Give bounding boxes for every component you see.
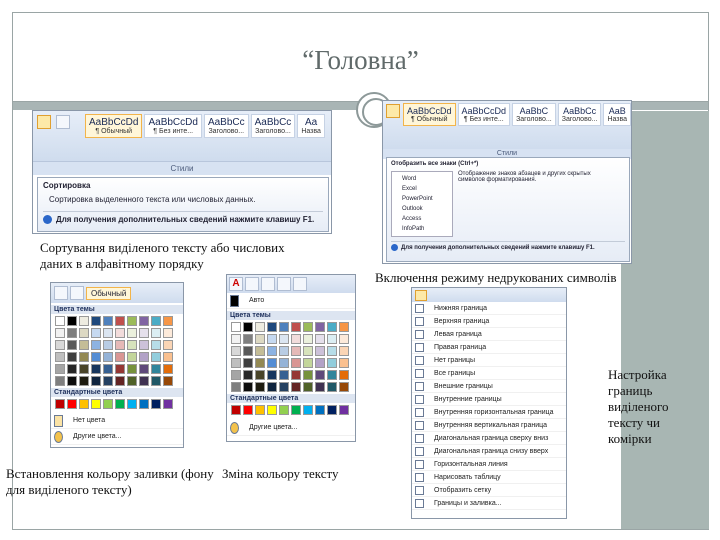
align-right-icon[interactable]: [277, 277, 291, 291]
screenshot-nonprint: [382, 100, 632, 264]
style-name: ¶ Обычный: [95, 128, 133, 135]
color-swatch[interactable]: [303, 405, 313, 415]
border-menu-item[interactable]: [412, 484, 566, 497]
color-swatch[interactable]: [91, 364, 101, 374]
color-swatch[interactable]: [327, 334, 337, 344]
color-swatch[interactable]: [163, 352, 173, 362]
color-swatch[interactable]: [267, 405, 277, 415]
palette-icon: [230, 422, 239, 434]
color-swatch[interactable]: [327, 322, 337, 332]
tooltip-help: Для получения дополнительных сведений нажмите клавишу F1.: [56, 215, 315, 224]
border-menu-item[interactable]: [412, 380, 566, 393]
style-name: Заголово...: [516, 116, 552, 123]
border-menu-item[interactable]: [412, 497, 566, 510]
border-menu-label: Внешние границы: [434, 382, 493, 390]
ribbon-styles: [33, 111, 331, 161]
color-swatch[interactable]: [279, 358, 289, 368]
color-swatch[interactable]: [267, 322, 277, 332]
color-swatch[interactable]: [339, 358, 349, 368]
color-swatch[interactable]: [79, 376, 89, 386]
no-color-item[interactable]: Нет цвета: [51, 413, 183, 429]
border-menu-item[interactable]: [412, 458, 566, 471]
slide-title: “Головна”: [302, 45, 419, 75]
color-swatch[interactable]: [291, 322, 301, 332]
color-swatch[interactable]: [127, 399, 137, 409]
align-left-icon[interactable]: [245, 277, 259, 291]
border-menu-item[interactable]: [412, 367, 566, 380]
color-swatch[interactable]: [267, 346, 277, 356]
sort-button[interactable]: [37, 115, 51, 129]
color-swatch[interactable]: [139, 352, 149, 362]
border-style-icon: [415, 408, 424, 417]
border-style-icon: [415, 473, 424, 482]
standard-swatches: [231, 405, 355, 415]
color-swatch[interactable]: [339, 370, 349, 380]
color-swatch[interactable]: [139, 316, 149, 326]
border-menu-item[interactable]: [412, 445, 566, 458]
color-swatch[interactable]: [127, 364, 137, 374]
app-list-item: Excel: [402, 186, 417, 192]
color-swatch[interactable]: [163, 316, 173, 326]
standard-swatches: [55, 399, 183, 409]
color-swatch[interactable]: [139, 340, 149, 350]
style-name: Назва: [607, 116, 628, 123]
color-swatch[interactable]: [139, 399, 149, 409]
style-name: Назва: [301, 128, 321, 135]
color-swatch[interactable]: [103, 352, 113, 362]
border-menu-label: Диагональная граница сверху вниз: [434, 434, 549, 442]
color-swatch[interactable]: [243, 322, 253, 332]
style-gallery-item[interactable]: [558, 103, 602, 126]
pilcrow-button[interactable]: [56, 115, 70, 129]
color-swatch[interactable]: [291, 382, 301, 392]
border-menu-label: Диагональная граница снизу вверх: [434, 447, 549, 455]
border-style-icon: [415, 447, 424, 456]
color-swatch[interactable]: [339, 382, 349, 392]
caption-borders: Настройка границь виділеного тексту чи комірки: [608, 367, 669, 446]
color-swatch[interactable]: [291, 405, 301, 415]
color-swatch[interactable]: [279, 334, 289, 344]
style-gallery-item[interactable]: [512, 103, 556, 126]
theme-colors-header: Цвета темы: [51, 305, 183, 314]
color-swatch[interactable]: [279, 346, 289, 356]
color-swatch[interactable]: [327, 346, 337, 356]
style-gallery-item[interactable]: [85, 114, 142, 138]
border-menu-item[interactable]: [412, 302, 566, 315]
style-sample: AaBbCc: [563, 106, 597, 116]
color-swatch[interactable]: [91, 316, 101, 326]
style-sample: AaBbCc: [207, 117, 245, 128]
border-menu-label: Правая граница: [434, 343, 487, 351]
align-center-icon[interactable]: [261, 277, 275, 291]
color-swatch[interactable]: [327, 382, 337, 392]
border-menu-item[interactable]: [412, 432, 566, 445]
style-name: ¶ Обычный: [410, 116, 448, 123]
help-icon: [43, 215, 52, 224]
color-swatch[interactable]: [151, 352, 161, 362]
color-swatch[interactable]: [127, 376, 137, 386]
color-swatch[interactable]: [231, 382, 241, 392]
app-list-item: Word: [402, 176, 417, 182]
color-swatch[interactable]: [55, 340, 65, 350]
color-swatch[interactable]: [255, 382, 265, 392]
border-menu-label: Горизонтальная линия: [434, 460, 508, 468]
color-swatch[interactable]: [67, 352, 77, 362]
style-gallery-item[interactable]: [144, 114, 201, 138]
border-menu-label: Внутренняя горизонтальная граница: [434, 408, 554, 416]
color-swatch[interactable]: [243, 358, 253, 368]
color-swatch[interactable]: [55, 352, 65, 362]
style-sample: AaBbCcDd: [461, 106, 507, 116]
color-swatch[interactable]: [279, 382, 289, 392]
color-swatch[interactable]: [67, 340, 77, 350]
color-swatch[interactable]: [151, 376, 161, 386]
border-menu-label: Нарисовать таблицу: [434, 473, 501, 481]
color-swatch[interactable]: [315, 370, 325, 380]
theme-swatches: [55, 316, 183, 386]
color-swatch[interactable]: [127, 352, 137, 362]
color-swatch[interactable]: [303, 346, 313, 356]
border-menu-item[interactable]: [412, 393, 566, 406]
color-swatch[interactable]: [115, 376, 125, 386]
color-swatch[interactable]: [115, 340, 125, 350]
style-gallery-item[interactable]: [403, 103, 456, 126]
border-style-icon: [415, 460, 424, 469]
color-swatch[interactable]: [291, 346, 301, 356]
color-swatch[interactable]: [267, 334, 277, 344]
border-style-icon: [415, 434, 424, 443]
color-swatch[interactable]: [55, 364, 65, 374]
color-swatch[interactable]: [115, 399, 125, 409]
style-sample: AaB: [608, 106, 626, 116]
border-menu-label: Нет границы: [434, 356, 476, 364]
color-swatch[interactable]: [303, 334, 313, 344]
tooltip-text: Сортировка выделенного текста или числовых данных.: [49, 195, 256, 204]
border-menu-label: Границы и заливка...: [434, 499, 502, 507]
fill-color-button[interactable]: [54, 286, 68, 300]
border-menu-item[interactable]: [412, 315, 566, 328]
color-swatch[interactable]: [255, 334, 265, 344]
group-label: Стили: [33, 161, 331, 175]
border-menu-item[interactable]: [412, 419, 566, 432]
caption-nonprint: Включення режиму недрукованих символів: [375, 270, 617, 285]
color-swatch[interactable]: [279, 370, 289, 380]
justify-icon[interactable]: [293, 277, 307, 291]
theme-swatches: [231, 322, 355, 392]
style-name: ¶ Без инте...: [153, 128, 194, 135]
color-swatch[interactable]: [55, 399, 65, 409]
color-swatch[interactable]: [303, 322, 313, 332]
color-swatch[interactable]: [327, 358, 337, 368]
border-style-icon: [415, 382, 424, 391]
border-style-icon: [415, 343, 424, 352]
color-swatch[interactable]: [315, 346, 325, 356]
color-swatch[interactable]: [339, 346, 349, 356]
color-swatch[interactable]: [127, 340, 137, 350]
color-swatch[interactable]: [91, 399, 101, 409]
border-style-icon: [415, 317, 424, 326]
tooltip: [386, 157, 630, 262]
border-menu-item[interactable]: [412, 354, 566, 367]
color-swatch[interactable]: [163, 376, 173, 386]
style-gallery-item[interactable]: [297, 114, 325, 138]
app-list-item: Access: [402, 216, 422, 222]
color-swatch[interactable]: [255, 405, 265, 415]
color-swatch[interactable]: [163, 340, 173, 350]
color-swatch[interactable]: [79, 399, 89, 409]
color-swatch[interactable]: [303, 358, 313, 368]
border-style-icon: [415, 499, 424, 508]
border-menu-label: Отобразить сетку: [434, 486, 492, 494]
color-swatch[interactable]: [151, 328, 161, 338]
color-swatch[interactable]: [291, 370, 301, 380]
style-sample: AaBbCc: [254, 117, 292, 128]
border-menu-label: Нижняя граница: [434, 304, 488, 312]
color-swatch[interactable]: [231, 322, 241, 332]
color-swatch[interactable]: [103, 340, 113, 350]
color-swatch[interactable]: [315, 322, 325, 332]
style-gallery-item[interactable]: [603, 103, 631, 126]
color-swatch[interactable]: [315, 405, 325, 415]
tooltip-title: Отобразить все знаки (Ctrl+*): [391, 161, 479, 167]
color-swatch[interactable]: [103, 364, 113, 374]
font-color-button[interactable]: A: [229, 277, 243, 291]
color-swatch[interactable]: [267, 358, 277, 368]
palette-icon: [54, 431, 63, 443]
color-swatch[interactable]: [255, 346, 265, 356]
color-swatch[interactable]: [339, 334, 349, 344]
color-swatch[interactable]: [163, 399, 173, 409]
color-swatch[interactable]: [79, 364, 89, 374]
color-swatch[interactable]: [327, 405, 337, 415]
color-swatch[interactable]: [315, 358, 325, 368]
border-style-icon: [415, 421, 424, 430]
caption-fill: Встановлення кольору заливки (фону для виділеного тексту): [6, 466, 214, 497]
style-sample: AaBbCcDd: [89, 117, 139, 128]
border-menu-label: Внутренняя вертикальная граница: [434, 421, 548, 429]
color-swatch[interactable]: [91, 328, 101, 338]
style-sample: AaBbC: [519, 106, 549, 116]
color-swatch[interactable]: [103, 328, 113, 338]
color-swatch[interactable]: [255, 370, 265, 380]
border-style-icon: [415, 330, 424, 339]
theme-colors-header: Цвета темы: [227, 311, 355, 320]
border-style-icon: [415, 356, 424, 365]
border-style-icon: [415, 486, 424, 495]
color-swatch[interactable]: [55, 376, 65, 386]
more-colors-item[interactable]: Другие цвета...: [51, 429, 183, 445]
color-swatch[interactable]: [231, 358, 241, 368]
color-swatch[interactable]: [79, 352, 89, 362]
color-swatch[interactable]: [303, 382, 313, 392]
app-list-item: InfoPath: [402, 226, 425, 232]
color-swatch[interactable]: [79, 316, 89, 326]
color-swatch[interactable]: [115, 364, 125, 374]
screenshot-fill: [50, 282, 184, 448]
caption-sort: Сортування виділеного тексту або числових даних в алфавітному порядку: [40, 240, 285, 271]
color-swatch[interactable]: [255, 322, 265, 332]
border-menu-label: Верхняя граница: [434, 317, 490, 325]
color-swatch[interactable]: [151, 340, 161, 350]
style-name: Заголово...: [208, 128, 245, 135]
color-swatch[interactable]: [339, 405, 349, 415]
color-swatch[interactable]: [139, 328, 149, 338]
border-menu-label: Левая граница: [434, 330, 482, 338]
color-swatch[interactable]: [267, 382, 277, 392]
color-swatch[interactable]: [231, 405, 241, 415]
color-swatch[interactable]: [243, 405, 253, 415]
color-swatch[interactable]: [243, 370, 253, 380]
tooltip-title: Сортировка: [43, 181, 91, 190]
color-swatch[interactable]: [79, 340, 89, 350]
screenshot-borders: [411, 287, 567, 519]
title-band: [13, 13, 708, 102]
style-gallery-item[interactable]: [204, 114, 249, 138]
color-swatch[interactable]: [243, 334, 253, 344]
app-list-item: Outlook: [402, 206, 423, 212]
more-colors-item[interactable]: Другие цвета...: [227, 420, 355, 436]
pilcrow-button[interactable]: [386, 104, 400, 118]
color-swatch[interactable]: [91, 340, 101, 350]
color-swatch[interactable]: [231, 370, 241, 380]
border-menu-item[interactable]: [412, 406, 566, 419]
style-name: Заголово...: [561, 116, 598, 123]
color-swatch[interactable]: [115, 352, 125, 362]
border-menu-label: Все границы: [434, 369, 476, 377]
color-swatch[interactable]: [339, 322, 349, 332]
border-menu-item[interactable]: [412, 341, 566, 354]
style-name: Заголово...: [255, 128, 291, 135]
color-swatch[interactable]: [315, 334, 325, 344]
caption-fontcolor: Зміна кольору тексту: [222, 466, 339, 481]
style-normal[interactable]: Обычный: [86, 287, 131, 300]
tooltip-text: Отображение знаков абзацев и других скрытых символов форматирования.: [458, 171, 591, 183]
color-swatch[interactable]: [291, 334, 301, 344]
borders-button[interactable]: [70, 286, 84, 300]
group-label: Стили: [383, 149, 631, 159]
color-swatch[interactable]: [55, 316, 65, 326]
color-swatch[interactable]: [267, 370, 277, 380]
color-swatch[interactable]: [127, 316, 137, 326]
color-swatch[interactable]: [79, 328, 89, 338]
side-panel: [621, 111, 709, 529]
border-style-icon: [415, 304, 424, 313]
tooltip-help: Для получения дополнительных сведений нажмите клавишу F1.: [401, 244, 595, 251]
tooltip: [37, 177, 329, 232]
standard-colors-header: Стандартные цвета: [227, 394, 355, 403]
screenshot-fontcolor: [226, 274, 356, 442]
color-swatch[interactable]: [67, 399, 77, 409]
color-swatch[interactable]: [115, 328, 125, 338]
color-swatch[interactable]: [231, 334, 241, 344]
color-swatch[interactable]: [103, 376, 113, 386]
style-sample: Aa: [305, 117, 318, 128]
color-swatch[interactable]: [255, 358, 265, 368]
screenshot-sort: [32, 110, 332, 234]
standard-colors-header: Стандартные цвета: [51, 388, 183, 397]
color-swatch[interactable]: [55, 328, 65, 338]
color-swatch[interactable]: [67, 376, 77, 386]
color-swatch[interactable]: [91, 376, 101, 386]
color-swatch[interactable]: [231, 346, 241, 356]
color-swatch[interactable]: [279, 322, 289, 332]
help-icon: [391, 244, 398, 251]
app-list-item: PowerPoint: [402, 196, 433, 202]
color-swatch[interactable]: [243, 382, 253, 392]
color-swatch[interactable]: [303, 370, 313, 380]
border-style-icon: [415, 369, 424, 378]
color-swatch[interactable]: [127, 328, 137, 338]
color-swatch[interactable]: [327, 370, 337, 380]
color-swatch[interactable]: [115, 316, 125, 326]
color-swatch[interactable]: [139, 376, 149, 386]
color-swatch[interactable]: [151, 399, 161, 409]
color-swatch[interactable]: [91, 352, 101, 362]
border-menu-label: Внутренние границы: [434, 395, 502, 403]
color-swatch[interactable]: [139, 364, 149, 374]
color-swatch[interactable]: [163, 364, 173, 374]
borders-menu: [412, 302, 566, 510]
color-swatch[interactable]: [67, 328, 77, 338]
color-swatch[interactable]: [151, 364, 161, 374]
color-swatch[interactable]: [103, 399, 113, 409]
color-swatch[interactable]: [103, 316, 113, 326]
color-swatch[interactable]: [279, 405, 289, 415]
color-swatch[interactable]: [151, 316, 161, 326]
style-name: ¶ Без инте...: [463, 116, 504, 123]
app-list: [391, 171, 453, 237]
color-swatch[interactable]: [315, 382, 325, 392]
border-menu-item[interactable]: [412, 328, 566, 341]
black-swatch-icon: [230, 295, 239, 307]
color-swatch[interactable]: [67, 364, 77, 374]
border-style-icon: [415, 395, 424, 404]
color-swatch[interactable]: [243, 346, 253, 356]
border-menu-item[interactable]: [412, 471, 566, 484]
style-sample: AaBbCcDd: [407, 106, 452, 116]
color-swatch[interactable]: [163, 328, 173, 338]
style-sample: AaBbCcDd: [148, 117, 198, 128]
auto-color-item[interactable]: Авто: [227, 293, 355, 309]
style-gallery-item[interactable]: [458, 103, 511, 126]
color-swatch[interactable]: [67, 316, 77, 326]
color-swatch[interactable]: [291, 358, 301, 368]
no-color-icon: [54, 415, 63, 427]
style-gallery-item[interactable]: [251, 114, 296, 138]
borders-dropdown-button[interactable]: [415, 290, 427, 301]
